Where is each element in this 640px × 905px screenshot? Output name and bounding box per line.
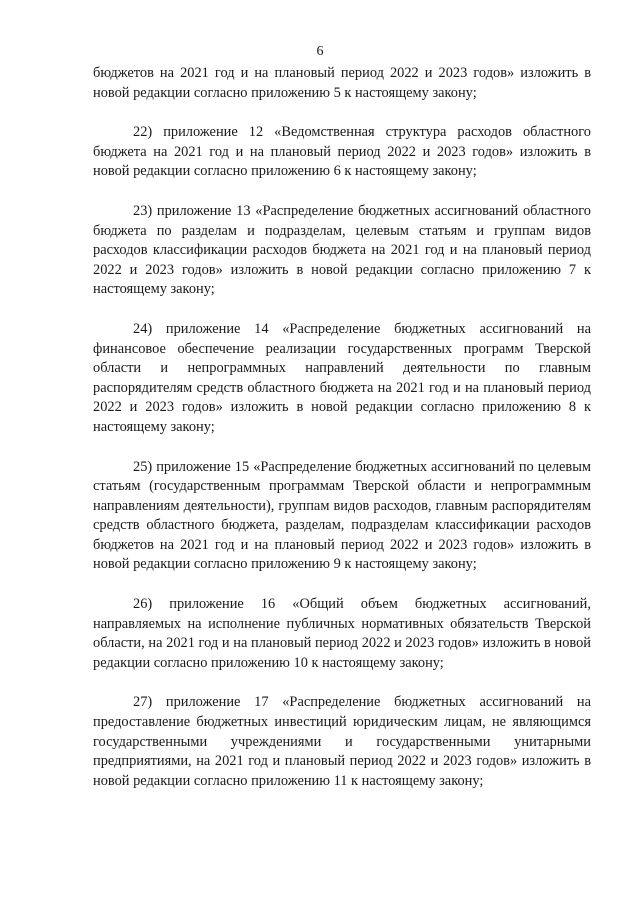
paragraph-item-23: 23) приложение 13 «Распределение бюджетных ассигнований областного бюджета по разделам и подразделам, целевым статьям и группам видов расходов классификации расходов бюджета на 2021 год и на плановый период 2022 и 2023 годов» изложить в новой редакции согласно приложению 7 к настоящему закону; <box>93 202 591 298</box>
document-body <box>93 64 591 791</box>
paragraph-item-26: 26) приложение 16 «Общий объем бюджетных ассигнований, направляемых на исполнение публичных нормативных обязательств Тверской области, на 2021 год и на плановый период 2022 и 2023 годов» изложить в новой редакции согласно приложению 10 к настоящему закону; <box>93 596 591 671</box>
paragraph-item-22: 22) приложение 12 «Ведомственная структура расходов областного бюджета на 2021 год и на плановый период 2022 и 2023 годов» изложить в новой редакции согласно приложению 6 к настоящему закону; <box>93 124 591 180</box>
paragraph-item-24: 24) приложение 14 «Распределение бюджетных ассигнований на финансовое обеспечение реализации государственных программ Тверской области и непрограммных направлений деятельности по главным распорядителям средств областного бюджета на 2021 год и на плановый период 2022 и 2023 годов» изложить в новой редакции согласно приложению 8 к настоящему закону; <box>93 320 591 435</box>
paragraph-item-27: 27) приложение 17 «Распределение бюджетных ассигнований на предоставление бюджетных инвестиций юридическим лицам, не являющимся государственными учреждениями и государственными унитарными предприятиями, на 2021 год и плановый период 2022 и 2023 годов» изложить в новой редакции согласно приложению 11 к настоящему закону; <box>93 694 591 789</box>
page-number: 6 <box>316 44 324 59</box>
paragraph-item-25: 25) приложение 15 «Распределение бюджетных ассигнований по целевым статьям (государственным программам Тверской области и непрограммным направлениям деятельности), группам видов расходов, главным распорядителям средств областного бюджета, разделам, подразделам классификации расходов бюджетов на 2021 год и на плановый период 2022 и 2023 годов» изложить в новой редакции согласно приложению 9 к настоящему закону; <box>93 458 591 573</box>
paragraph-continuation: бюджетов на 2021 год и на плановый период 2022 и 2023 годов» изложить в новой редакции согласно приложению 5 к настоящему закону; <box>93 65 591 101</box>
